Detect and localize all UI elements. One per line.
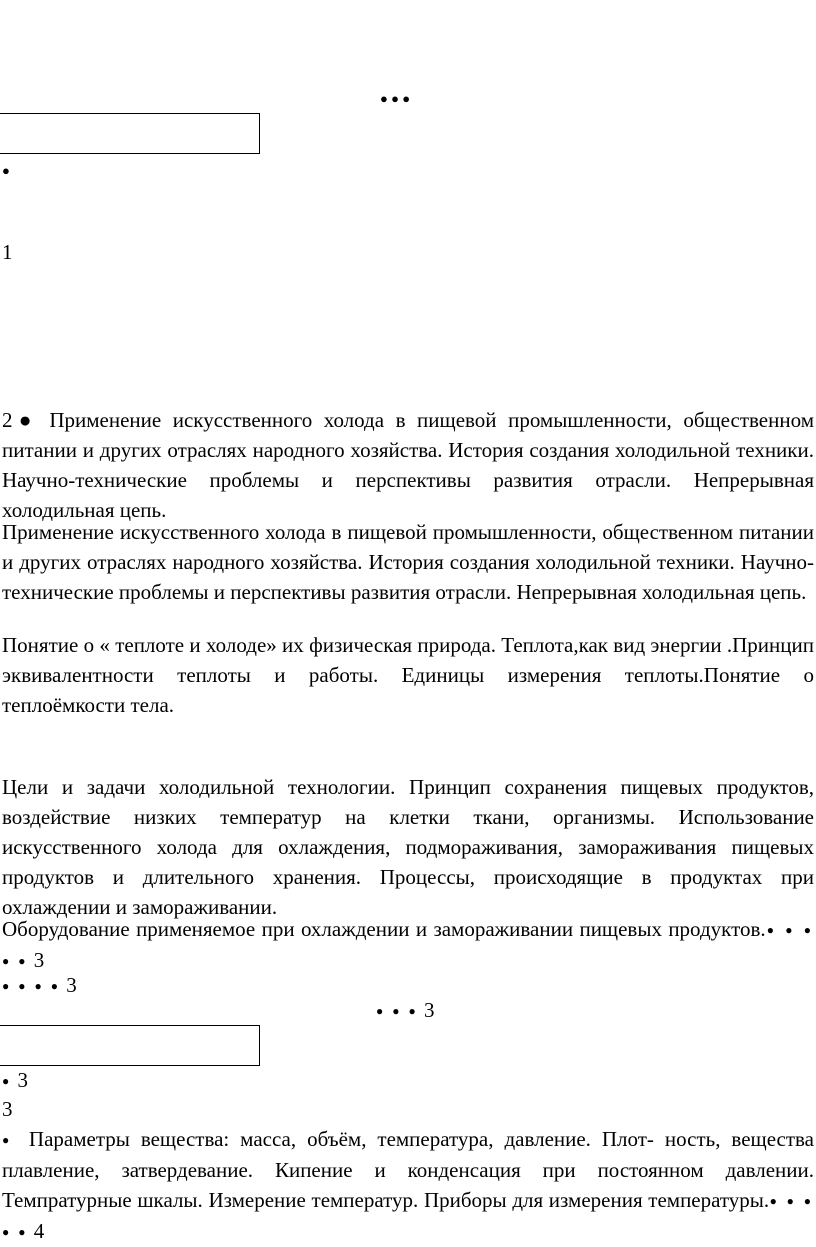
dots-line-a: ● ● ● ● 3 bbox=[2, 973, 77, 997]
paragraph-5-text: Оборудование применяемое при охлаждении и замораживании пищевых продуктов. bbox=[2, 917, 766, 941]
page-number-1: 1 bbox=[2, 240, 13, 264]
paragraph-2 bbox=[2, 517, 814, 607]
paragraph-6-prefix: ● bbox=[2, 1133, 18, 1147]
dots-line-c: ● 3 bbox=[2, 1068, 28, 1092]
paragraph-1-text: Применение искусственного холода в пищевой промышленности, общественном питании и других отраслях народного хозяйства. История создания холодильной техники. Научно-технические проблемы и перспективы развития отрасли. Непрерывная холодильная цепь. bbox=[2, 408, 814, 522]
paragraph-6-dots: ● ● ● ● ● bbox=[2, 1194, 814, 1239]
top-dots: ● ● ● bbox=[380, 91, 411, 106]
paragraph-5-dots: ● ● ● ● ● bbox=[2, 923, 814, 968]
paragraph-5-number: 3 bbox=[28, 948, 45, 972]
line-d-number: 3 bbox=[2, 1097, 13, 1121]
paragraph-3 bbox=[2, 630, 814, 720]
paragraph-1-prefix: 2● bbox=[2, 408, 38, 432]
paragraph-1 bbox=[2, 405, 814, 525]
paragraph-2-text: Применение искусственного холода в пищевой промышленности, общественном питании и других отраслях народного хозяйства. История создания холодильной техники. Научно-технические проблемы и перспективы развития отрасли. Непрерывная холодильная цепь. bbox=[2, 520, 814, 604]
paragraph-4 bbox=[2, 772, 814, 922]
paragraph-6-number: 4 bbox=[28, 1219, 45, 1243]
paragraph-3-text: Понятие о « теплоте и холоде» их физическая природа. Теплота,как вид энергии .Принцип эквивалентности теплоты и работы. Единицы измерения теплоты.Понятие о теплоёмкости тела. bbox=[2, 633, 814, 717]
paragraph-6 bbox=[2, 1124, 814, 1247]
empty-box-bottom bbox=[0, 1025, 260, 1066]
dots-line-b: ● ● ● 3 bbox=[376, 998, 435, 1022]
paragraph-6-text: Параметры вещества: масса, объём, температура, давление. Плот- ность, вещества плавление, затвердевание. Кипение и конденсация при постоянном давлении. Темпратурные шкалы. Измерение температур. Приборы для измерения температуры. bbox=[2, 1127, 814, 1212]
empty-box-top bbox=[0, 113, 260, 154]
paragraph-5 bbox=[2, 914, 814, 976]
single-dot-1: ● bbox=[2, 163, 10, 178]
paragraph-4-text: Цели и задачи холодильной технологии. Принцип сохранения пищевых продуктов, воздействие низких температур на клетки ткани, организмы. Использование искусственного холода для охлаждения, подмораживания, замораживания пищевых продуктов и длительного хранения. Процессы, происходящие в продуктах при охлаждении и замораживании. bbox=[2, 775, 814, 919]
